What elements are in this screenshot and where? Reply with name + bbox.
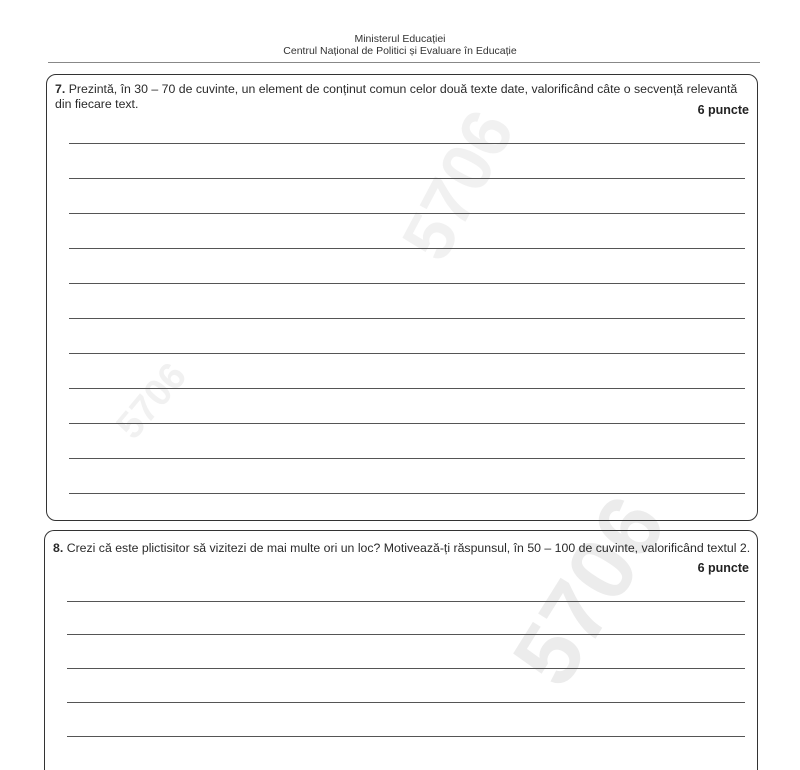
watermark: 5706: [494, 479, 686, 703]
answer-line[interactable]: [69, 248, 745, 249]
answer-line[interactable]: [69, 388, 745, 389]
document-header: [0, 33, 800, 57]
answer-line[interactable]: [69, 493, 745, 494]
question-7-text: Prezintă, în 30 – 70 de cuvinte, un element de conținut comun celor două texte date, valorificând câte o secvență relevantă din fiecare text.: [55, 82, 738, 111]
watermark: 5706: [386, 97, 529, 273]
watermark: 5706: [108, 355, 196, 448]
answer-line[interactable]: [67, 702, 745, 703]
question-7-prompt: [55, 82, 751, 112]
answer-line[interactable]: [67, 601, 745, 602]
answer-line[interactable]: [69, 283, 745, 284]
answer-line[interactable]: [69, 213, 745, 214]
question-7-points: 6 puncte: [697, 103, 749, 117]
question-8-text: Crezi că este plictisitor să vizitezi de mai multe ori un loc? Motivează-ți răspunsul, în 50 – 100 de cuvinte, valorificând textul 2.: [66, 541, 751, 555]
question-8-number: 8.: [53, 541, 64, 555]
answer-line[interactable]: [67, 668, 745, 669]
answer-line[interactable]: [69, 353, 745, 354]
answer-line[interactable]: [69, 458, 745, 459]
answer-line[interactable]: [69, 178, 745, 179]
question-7-box: [46, 74, 758, 521]
question-8-prompt: [53, 541, 751, 556]
answer-line[interactable]: [69, 423, 745, 424]
header-center: Centrul Național de Politici și Evaluare în Educație: [283, 45, 517, 57]
answer-line[interactable]: [69, 318, 745, 319]
question-8-box: [44, 530, 758, 770]
header-ministry: Ministerul Educației: [354, 33, 446, 45]
answer-line[interactable]: [67, 634, 745, 635]
question-7-number: 7.: [55, 82, 66, 96]
header-divider: [48, 62, 760, 63]
answer-line[interactable]: [67, 736, 745, 737]
question-8-points: 6 puncte: [697, 561, 749, 575]
answer-line[interactable]: [69, 143, 745, 144]
